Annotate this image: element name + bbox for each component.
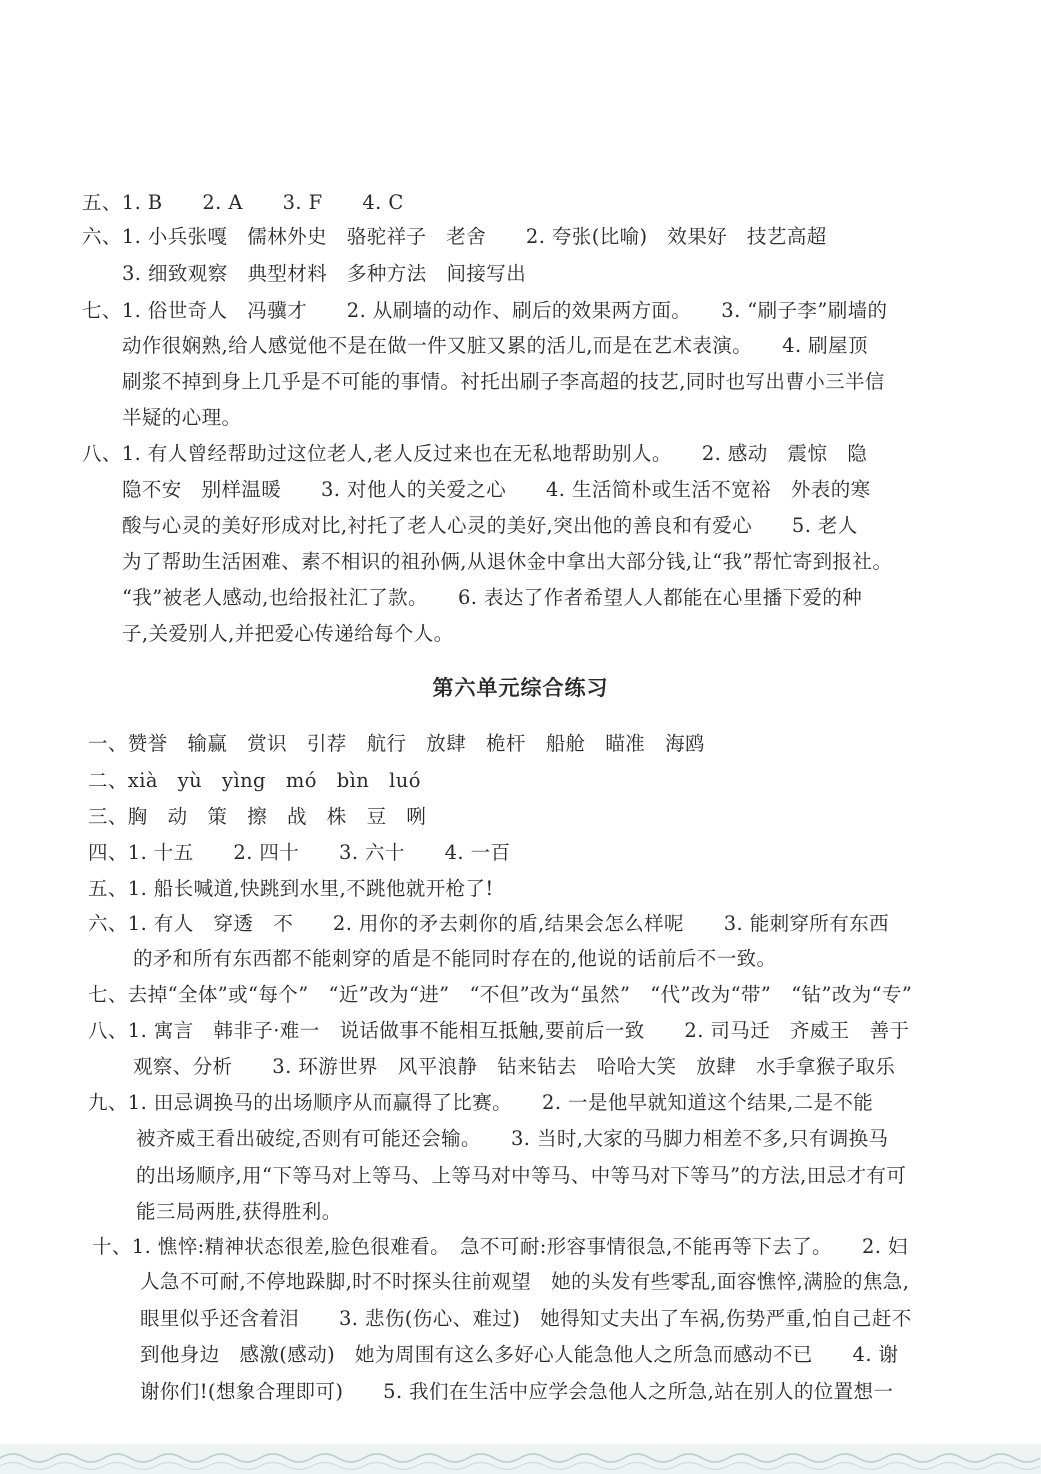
section6-line2: 3. 细致观察 典型材料 多种方法 间接写出 bbox=[122, 262, 527, 285]
section7-line2: 动作很娴熟,给人感觉他不是在做一件又脏又累的活儿,而是在艺术表演。 4. 刷屋顶 bbox=[122, 334, 868, 357]
section8-line3: 酸与心灵的美好形成对比,衬托了老人心灵的美好,突出他的善良和有爱心 5. 老人 bbox=[122, 514, 858, 537]
unit6-s1: 一、赞誉 输赢 赏识 引荐 航行 放肆 桅杆 船舱 瞄准 海鸥 bbox=[88, 732, 705, 755]
unit6-s8-line2: 观察、分析 3. 环游世界 风平浪静 钻来钻去 哈哈大笑 放肆 水手拿猴子取乐 bbox=[133, 1055, 896, 1078]
section8-line4: 为了帮助生活困难、素不相识的祖孙俩,从退休金中拿出大部分钱,让“我”帮忙寄到报社。 bbox=[122, 550, 893, 573]
section6-line1: 六、1. 小兵张嘎 儒林外史 骆驼祥子 老舍 2. 夸张(比喻) 效果好 技艺高超 bbox=[82, 225, 827, 248]
section8-line1: 八、1. 有人曾经帮助过这位老人,老人反过来也在无私地帮助别人。 2. 感动 震惊 隐 bbox=[82, 442, 868, 465]
unit6-title: 第六单元综合练习 bbox=[432, 676, 609, 700]
section8-line6: 子,关爱别人,并把爱心传递给每个人。 bbox=[122, 622, 454, 645]
unit6-s2: 二、xià yù yìng mó bìn luó bbox=[88, 769, 421, 792]
section7-line1: 七、1. 俗世奇人 冯骥才 2. 从刷墙的动作、刷后的效果两方面。 3. “刷子李”刷墙的 bbox=[82, 299, 888, 322]
unit6-s9-line4: 能三局两胜,获得胜利。 bbox=[136, 1200, 342, 1223]
unit6-s10-line2: 人急不可耐,不停地跺脚,时不时探头往前观望 她的头发有些零乱,面容憔悴,满脸的焦急, bbox=[140, 1270, 910, 1293]
decorative-wave-border bbox=[0, 1444, 1041, 1474]
unit6-s7: 七、去掉“全体”或“每个” “近”改为“进” “不但”改为“虽然” “代”改为“带” “钻”改为“专” bbox=[88, 983, 913, 1006]
section7-line4: 半疑的心理。 bbox=[122, 406, 242, 429]
unit6-s9-line3: 的出场顺序,用“下等马对上等马、上等马对中等马、中等马对下等马”的方法,田忌才有可 bbox=[136, 1164, 907, 1187]
section8-line2: 隐不安 别样温暖 3. 对他人的关爱之心 4. 生活简朴或生活不宽裕 外表的寒 bbox=[122, 478, 871, 501]
section8-line5: “我”被老人感动,也给报社汇了款。 6. 表达了作者希望人人都能在心里播下爱的种 bbox=[122, 586, 863, 609]
unit6-s8-line1: 八、1. 寓言 韩非子·难一 说话做事不能相互抵触,要前后一致 2. 司马迁 齐威王 善于 bbox=[88, 1019, 910, 1042]
unit6-s3: 三、胸 动 策 擦 战 株 豆 咧 bbox=[88, 805, 427, 828]
unit6-s6-line2: 的矛和所有东西都不能刺穿的盾是不能同时存在的,他说的话前后不一致。 bbox=[133, 947, 777, 970]
unit6-s10-line4: 到他身边 感激(感动) 她为周围有这么多好心人能急他人之所急而感动不已 4. 谢 bbox=[140, 1343, 899, 1366]
unit6-s5: 五、1. 船长喊道,快跳到水里,不跳他就开枪了! bbox=[88, 877, 494, 900]
unit6-s6-line1: 六、1. 有人 穿透 不 2. 用你的矛去刺你的盾,结果会怎么样呢 3. 能刺穿所有东西 bbox=[88, 912, 890, 935]
unit6-s4: 四、1. 十五 2. 四十 3. 六十 4. 一百 bbox=[88, 841, 511, 864]
section5-line1: 五、1. B 2. A 3. F 4. C bbox=[82, 191, 404, 214]
unit6-s10-line3: 眼里似乎还含着泪 3. 悲伤(伤心、难过) 她得知丈夫出了车祸,伤势严重,怕自己赶不 bbox=[140, 1307, 912, 1330]
section7-line3: 刷浆不掉到身上几乎是不可能的事情。衬托出刷子李高超的技艺,同时也写出曹小三半信 bbox=[122, 370, 885, 393]
unit6-s9-line1: 九、1. 田忌调换马的出场顺序从而赢得了比赛。 2. 一是他早就知道这个结果,二是不能 bbox=[88, 1091, 874, 1114]
unit6-s9-line2: 被齐威王看出破绽,否则有可能还会输。 3. 当时,大家的马脚力相差不多,只有调换马 bbox=[136, 1127, 889, 1150]
unit6-s10-line5: 谢你们!(想象合理即可) 5. 我们在生活中应学会急他人之所急,站在别人的位置想一 bbox=[140, 1380, 894, 1403]
unit6-s10-line1: 十、1. 憔悴:精神状态很差,脸色很难看。 急不可耐:形容事情很急,不能再等下去了。 2. 妇 bbox=[92, 1235, 908, 1258]
